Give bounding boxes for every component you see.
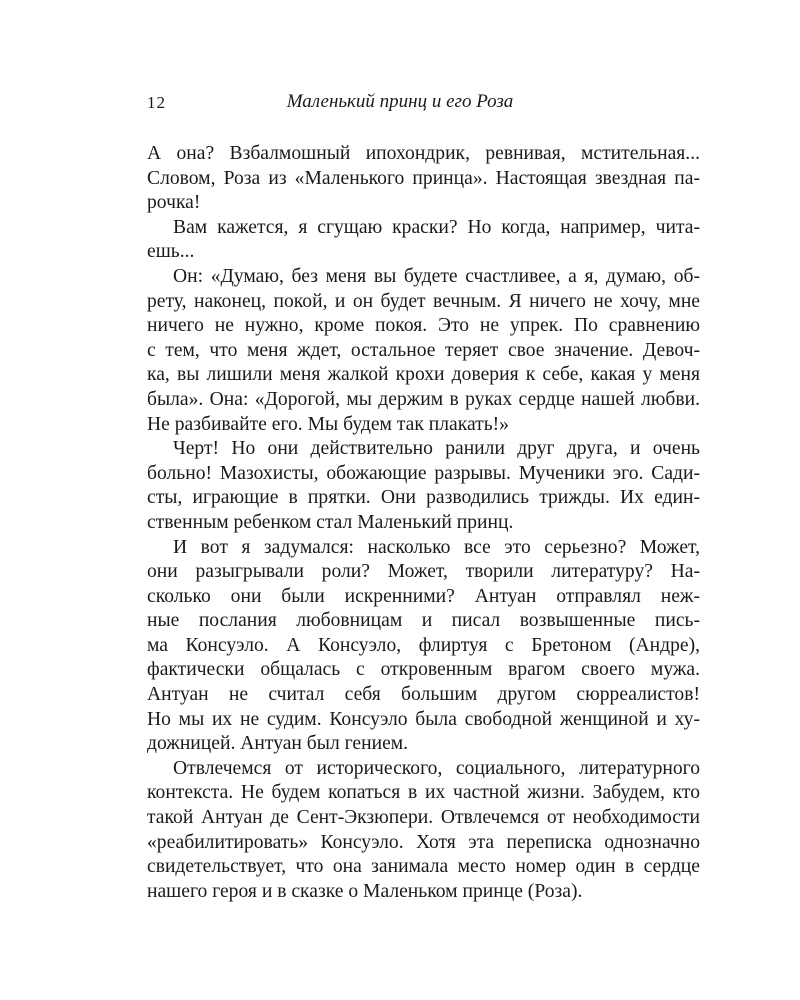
text-line: фактически общалась с откровенным врагом своего мужа.: [147, 659, 700, 681]
page-number: 12: [147, 93, 166, 112]
text-line: рочка!: [147, 192, 201, 214]
text-line: Не разбивайте его. Мы будем так плакать!»: [147, 413, 509, 435]
text-line: такой Антуан де Сент-Экзюпери. Отвлечемся от необходимости: [147, 807, 700, 829]
text-line: рету, наконец, покой, и он будет вечным. Я ничего не хочу, мне: [147, 290, 700, 312]
paragraph: [147, 216, 700, 265]
text-line: Вам кажется, я сгущаю краски? Но когда, например, чита-: [173, 216, 700, 238]
text-line: контекста. Не будем копаться в их частной жизни. Забудем, кто: [147, 782, 700, 804]
paragraph: [147, 265, 700, 437]
text-line: нашего героя и в сказке о Маленьком принце (Роза).: [147, 880, 583, 902]
text-line: ные послания любовницам и писал возвышенные пись-: [147, 610, 700, 632]
text-line: с тем, что меня ждет, остальное теряет свое значение. Девоч-: [147, 339, 700, 361]
text-line: Антуан не считал себя большим другом сюрреалистов!: [147, 684, 700, 706]
paragraph: [147, 757, 700, 905]
text-line: была». Она: «Дорогой, мы держим в руках сердце нашей любви.: [147, 388, 700, 410]
text-line: ма Консуэло. А Консуэло, флиртуя с Бретоном (Андре),: [147, 634, 700, 656]
text-line: ешь...: [147, 241, 195, 263]
text-line: ничего не нужно, кроме покоя. Это не упрек. По сравнению: [147, 315, 700, 337]
text-line: ственным ребенком стал Маленький принц.: [147, 511, 514, 533]
running-title: Маленький принц и его Роза: [286, 91, 514, 112]
paragraph: [147, 437, 700, 535]
text-line: И вот я задумался: насколько все это серьезно? Может,: [173, 536, 700, 558]
text-line: дожницей. Антуан был гением.: [147, 733, 409, 755]
text-line: Черт! Но они действительно ранили друг друга, и очень: [173, 438, 700, 460]
text-line: больно! Мазохисты, обожающие разрывы. Мученики эго. Сади-: [147, 462, 700, 484]
text-line: свидетельствует, что она занимала место номер один в сердце: [147, 856, 700, 878]
text-line: Он: «Думаю, без меня вы будете счастливее, а я, думаю, об-: [173, 265, 700, 287]
text-line: сты, играющие в прятки. Они разводились трижды. Их един-: [147, 487, 700, 509]
text-line: Но мы их не судим. Консуэло была свободной женщиной и ху-: [147, 708, 700, 730]
text-line: Словом, Роза из «Маленького принца». Настоящая звездная па-: [147, 167, 700, 189]
paragraph: [147, 142, 700, 216]
text-line: «реабилитировать» Консуэло. Хотя эта переписка однозначно: [147, 831, 700, 853]
text-line: Отвлечемся от исторического, социального, литературного: [173, 757, 700, 779]
text-line: они разыгрывали роли? Может, творили литературу? На-: [147, 561, 700, 583]
body-text: [147, 142, 700, 904]
text-line: А она? Взбалмошный ипохондрик, ревнивая, мстительная...: [147, 143, 700, 164]
text-line: сколько они были искренними? Антуан отправлял неж-: [147, 585, 700, 607]
paragraph: [147, 536, 700, 757]
text-line: ка, вы лишили меня жалкой крохи доверия к себе, какая у меня: [147, 364, 700, 386]
